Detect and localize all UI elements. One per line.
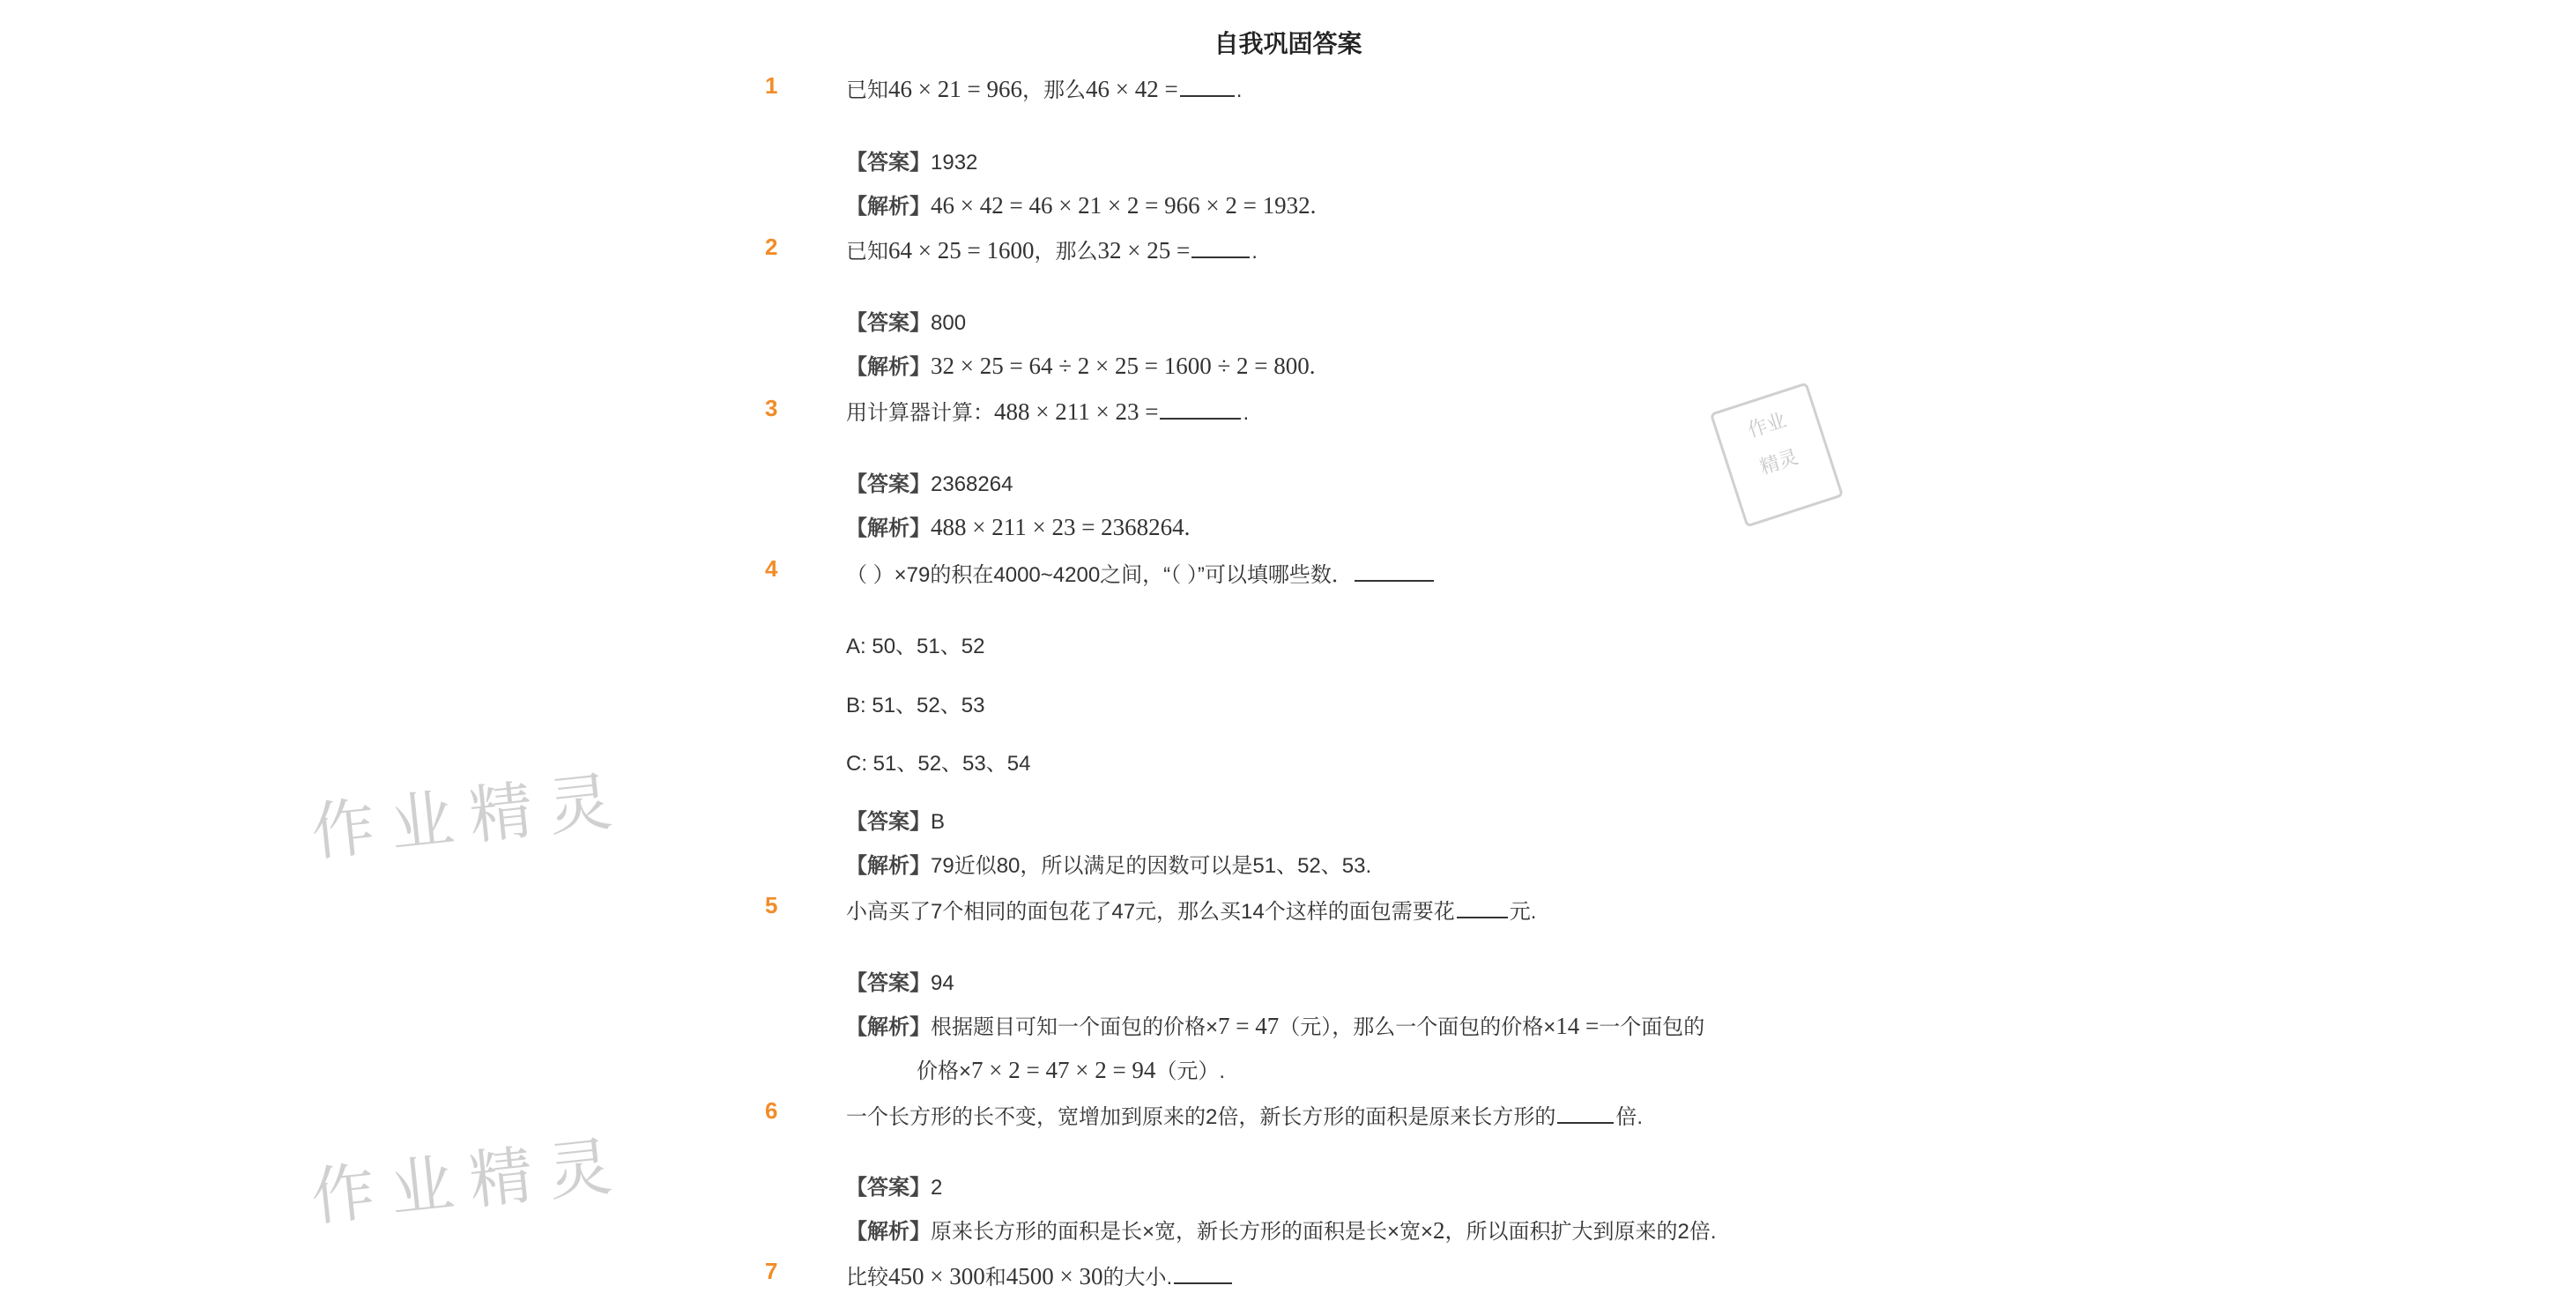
- analysis-text: 一个面包的: [1599, 1015, 1705, 1039]
- answer-line: [846, 1170, 942, 1200]
- punctuation: .: [1236, 78, 1243, 102]
- watermark-text: 作业精灵: [308, 1127, 632, 1235]
- question-number: 2: [765, 234, 778, 260]
- math-expression: 488 × 211 × 23 =: [994, 398, 1159, 425]
- question-pre: 一个长方形的长不变，宽增加到原来的2倍，新长方形的面积是原来长方形的: [846, 1105, 1556, 1129]
- question-number: 6: [765, 1097, 778, 1124]
- stamp-line-2: 精灵: [1757, 446, 1801, 479]
- question-text: [846, 395, 1249, 426]
- punctuation: .: [1243, 401, 1250, 425]
- analysis-text: （元）.: [1155, 1059, 1226, 1083]
- question-mid: ，那么: [1021, 78, 1086, 102]
- option-b: B: 51、52、53: [846, 694, 985, 717]
- analysis-line: [846, 1214, 1717, 1245]
- answer-tag: 【答案】: [846, 151, 931, 175]
- analysis-tag: 【解析】: [846, 1220, 931, 1244]
- answer-blank: [1191, 237, 1250, 258]
- question-text: [846, 894, 1536, 925]
- analysis-math: 7 = 47: [1218, 1013, 1280, 1039]
- analysis-text: 原来长方形的面积是长×宽，新长方形的面积是长×宽×: [931, 1220, 1434, 1244]
- analysis-line: [846, 349, 1316, 380]
- question-pre: 已知: [846, 240, 888, 264]
- math-expression: 32 × 25 =: [1097, 237, 1191, 264]
- watermark-text: 作业精灵: [308, 762, 632, 870]
- analysis-tag: 【解析】: [846, 517, 931, 540]
- analysis-math: 488 × 211 × 23 = 2368264.: [931, 514, 1191, 540]
- answer-value: 800: [931, 311, 967, 335]
- stamp-line-1: 作业: [1745, 409, 1790, 442]
- question-number: 3: [765, 395, 778, 421]
- math-expression: 46 × 42 =: [1085, 76, 1178, 102]
- question-post: 的大小.: [1102, 1266, 1173, 1289]
- question-pre: 用计算器计算：: [846, 401, 994, 425]
- analysis-line: [846, 189, 1316, 219]
- question-end: 倍.: [1615, 1105, 1644, 1129]
- analysis-math: 14 =: [1555, 1013, 1600, 1039]
- answer-tag: 【答案】: [846, 311, 931, 335]
- answer-line: [846, 965, 954, 996]
- analysis-line-continued: [917, 1053, 1225, 1084]
- question-number: 1: [765, 72, 778, 99]
- watermark-stamp: [1710, 382, 1844, 527]
- question-number: 7: [765, 1258, 778, 1284]
- question-text: [846, 557, 1436, 588]
- analysis-math: 46 × 42 = 46 × 21 × 2 = 966 × 2 = 1932.: [931, 192, 1317, 219]
- analysis-tag: 【解析】: [846, 195, 931, 219]
- answer-value: B: [931, 810, 946, 834]
- option-c: C: 51、52、53、54: [846, 752, 1031, 776]
- analysis-text: 价格×: [917, 1059, 972, 1083]
- analysis-text: ，所以面积扩大到原来的2倍.: [1444, 1220, 1717, 1244]
- answer-value: 2368264: [931, 472, 1013, 496]
- answer-blank: [1160, 398, 1241, 420]
- answer-tag: 【答案】: [846, 971, 931, 995]
- analysis-line: [846, 510, 1190, 541]
- analysis-text: 根据题目可知一个面包的价格×: [931, 1015, 1219, 1039]
- answer-tag: 【答案】: [846, 810, 931, 834]
- analysis-tag: 【解析】: [846, 355, 931, 379]
- answer-value: 1932: [931, 151, 978, 175]
- answer-value: 94: [931, 971, 954, 995]
- question-pre: 比较: [846, 1266, 888, 1289]
- answer-line: [846, 466, 1013, 497]
- answer-line: [846, 804, 945, 835]
- analysis-line: [846, 848, 1371, 879]
- math-expression: 450 × 300: [888, 1263, 985, 1289]
- question-number: 4: [765, 555, 778, 582]
- question-text: [846, 72, 1242, 103]
- analysis-text: （元），那么一个面包的价格×: [1279, 1015, 1556, 1039]
- answer-blank: [1557, 1103, 1614, 1124]
- analysis-tag: 【解析】: [846, 1015, 931, 1039]
- answer-tag: 【答案】: [846, 472, 931, 496]
- question-mid: ，那么: [1034, 240, 1098, 264]
- question-text: [846, 1099, 1643, 1130]
- question-pre: 已知: [846, 78, 888, 102]
- question-number: 5: [765, 892, 778, 918]
- answer-blank: [1174, 1263, 1232, 1284]
- punctuation: .: [1251, 240, 1258, 264]
- answer-blank: [1355, 561, 1434, 582]
- answer-tag: 【答案】: [846, 1176, 931, 1200]
- question-pre: 小高买了7个相同的面包花了47元，那么买14个这样的面包需要花: [846, 900, 1455, 924]
- answer-blank: [1180, 76, 1235, 97]
- question-end: 元.: [1509, 900, 1537, 924]
- question-text: [846, 1260, 1234, 1290]
- analysis-math: 2: [1433, 1217, 1445, 1244]
- answer-line: [846, 145, 977, 175]
- answer-blank: [1457, 897, 1508, 918]
- question-text: [846, 234, 1258, 264]
- question-body: （ ）×79的积在4000~4200之间，“（ ）”可以填哪些数．: [846, 563, 1353, 587]
- math-expression: 4500 × 30: [1006, 1263, 1103, 1289]
- answer-line: [846, 305, 966, 336]
- analysis-line: [846, 1009, 1704, 1040]
- analysis-tag: 【解析】: [846, 854, 931, 878]
- answer-value: 2: [931, 1176, 943, 1200]
- math-expression: 64 × 25 = 1600: [888, 237, 1035, 264]
- question-mid: 和: [984, 1266, 1006, 1289]
- page-title: 自我巩固答案: [1214, 30, 1362, 57]
- math-expression: 46 × 21 = 966: [888, 76, 1022, 102]
- analysis-math: 7 × 2 = 47 × 2 = 94: [971, 1057, 1156, 1083]
- option-a: A: 50、51、52: [846, 635, 985, 658]
- analysis-text: 79近似80，所以满足的因数可以是51、52、53.: [931, 854, 1372, 878]
- analysis-math: 32 × 25 = 64 ÷ 2 × 25 = 1600 ÷ 2 = 800.: [931, 353, 1316, 379]
